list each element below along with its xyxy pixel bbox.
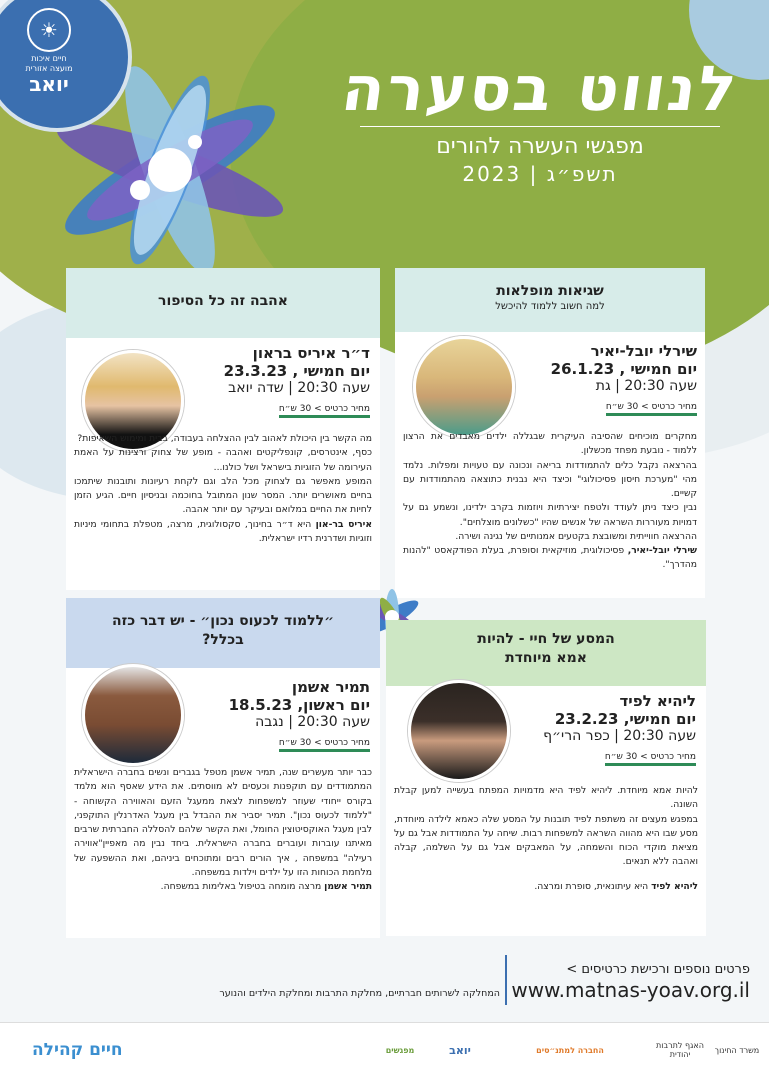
event-place: שעה 20:30 | נגבה — [255, 714, 370, 730]
event-card-3 — [386, 620, 706, 936]
speaker-photo — [413, 336, 515, 438]
speaker-name: תמיר אשמן — [291, 678, 370, 696]
mifgashim-logo[interactable] — [370, 1030, 430, 1070]
event-place: שעה 20:30 | גת — [595, 378, 697, 394]
sun-field-icon: ☀ — [27, 8, 71, 52]
event-title: שגיאות מופלאות — [496, 283, 604, 299]
speaker-bio — [403, 544, 697, 573]
event-card-1 — [395, 268, 705, 598]
event-date: יום חמישי , 23.3.23 — [223, 362, 370, 380]
event-date: יום חמישי, 23.2.23 — [554, 710, 696, 728]
speaker-bio — [394, 880, 698, 894]
event-info — [506, 692, 696, 766]
speaker-bio — [74, 880, 372, 894]
ministry-education-logo[interactable] — [712, 1030, 762, 1070]
speaker-name: ליהיא לפיד — [619, 692, 696, 710]
ticket-price: מחיר כרטיס > 30 ש״ח — [605, 752, 696, 766]
website-link[interactable]: www.matnas-yoav.org.il — [511, 978, 750, 1002]
paragraph: כבר יותר מעשרים שנה, תמיר אשמן מטפל בגברים ונשים בחברה הישראלית המתמודדים עם תוקפנות וכעסים לא מווסתים. את הידע שאסף הוא מלמד בקורס ייחודי שעוזר למשפחות לצאת ממעגל הזעם והאווירה הקשוחה - "ללמוד לכעוס נכון". תמיר יסביר את ההבדל בין מעגל האדרנלין התוקפני, לבין מעגל האוקסיטוצין החומל, ואת הקשר שלהם להסללה החברתית שרבים מאיתנו עוברות ועוברים בחברה הישראלית. ביחד נבין מה מאפיין"אווירה רעילה" במשפחה , איך הורים רבים ומתוכחים ביניהם, ואת ההשפעה של מלחמת הכוחות הזו על ילדים וילדות במשפחה. — [74, 767, 372, 878]
event-info — [180, 344, 370, 418]
paragraph: להיות אמא מיוחדת. ליהיא לפיד היא מדמויות המפתח בעשייה למען קבלת השונה. — [394, 785, 698, 811]
event-description — [394, 784, 698, 894]
event-card-4 — [66, 598, 380, 938]
footer-credits: המחלקה לשרותים חברתיים, מחלקת התרבות ומחלקת הילדים והנוער — [219, 988, 500, 999]
event-description — [403, 430, 697, 573]
bio-name: שירלי יובל-יאיר, — [627, 545, 698, 556]
event-title: אהבה זה כל הסיפור — [158, 293, 288, 309]
logo-label: החברה למתנ״סים — [536, 1045, 604, 1055]
event-title: המסע של חיי - להיות אמא מיוחדת — [477, 631, 615, 666]
logo-label: מפגשים — [385, 1045, 415, 1055]
event-description — [74, 766, 372, 894]
event-date: יום ראשון, 18.5.23 — [228, 696, 370, 714]
logo-label: משרד החינוך — [714, 1045, 760, 1055]
haim-kehila-logo[interactable]: חיים קהילה — [32, 1040, 123, 1060]
logo-name: יואב — [29, 72, 69, 97]
bio-text: מרצה מומחה בטיפול באלימות במשפחה. — [160, 881, 322, 892]
event-date: יום חמישי , 26.1.23 — [550, 360, 697, 378]
paragraph: המופע מאפשר גם לצחוק מכל הלב וגם לקחת רעיונות ותובנות שיתמכו בחיים מאושרים יותר. המסר שנון המתובל בחוכמה ובניסיון חיים. הגיע הזמן לחיות את החיים במלואם ובעיקר עם יותר אהבה. — [74, 475, 372, 516]
ticket-price: מחיר כרטיס > 30 ש״ח — [279, 738, 370, 752]
event-info — [517, 342, 697, 416]
header — [330, 52, 750, 186]
paragraph: מחקרים מוכיחים שהסיבה העיקרית שבגללה ילדים מאבדים את הרצון ללמוד - נובעת מפחד מכשלון. — [403, 431, 697, 457]
bio-text: היא עיתונאית, סופרת ומרצה. — [534, 880, 649, 892]
ticket-price: מחיר כרטיס > 30 ש״ח — [279, 404, 370, 418]
paragraph: מה הקשר בין היכולת לאהוב לבין ההצלחה בעבודה, בבית ומימוש השאיפות? — [77, 433, 372, 444]
event-card-header — [386, 620, 706, 686]
paragraph: נבין כיצד ניתן לעודד ולטפח יצירתיות ויוזמות בקרב ילדינו, ונשמע גם על דמויות מעוררות השראה של אנשים שהיו "כשלונים מוצלחים". — [403, 502, 697, 528]
more-info-label: פרטים נוספים ורכישת כרטיסים > — [566, 962, 750, 977]
bio-text: פסיכולוגית, מוזיקאית וסופרת, בעלת הפודקאסט "להנות מהדרך". — [403, 545, 697, 571]
speaker-photo — [408, 680, 510, 782]
title-divider — [360, 126, 720, 127]
event-description — [74, 432, 372, 546]
yoav-logo[interactable] — [430, 1030, 490, 1070]
bio-name: תמיר אשמן — [324, 881, 372, 892]
logo-label: האגף לתרבות יהודית — [656, 1041, 704, 1059]
speaker-name: שירלי יובל-יאיר — [590, 342, 697, 360]
event-card-2 — [66, 268, 380, 590]
page-year: תשפ״ג | 2023 — [462, 161, 618, 186]
event-title: ״ללמוד לכעוס נכון״ - יש דבר כזה בכלל? — [111, 613, 335, 648]
paragraph: במפגש מעצים זה משתפת לפיד תובנות על המסע שלה כאמא לילדה מיוחדת, מסע שבו היא מהווה השראה למשפחות רבות. שיחה על התמודדות אבל גם על מציאת מוקדי הכוח והשמחה, על המאבקים אבל גם על השלמה, קבלה ואהבה ללא תנאים. — [394, 813, 698, 868]
jewish-culture-logo[interactable] — [650, 1030, 710, 1070]
page-subtitle: מפגשי העשרה להורים — [436, 134, 644, 159]
page-title: לנווט בסערה — [337, 52, 743, 125]
speaker-name: ד״ר איריס בראון — [252, 344, 370, 362]
bio-text: היא ד״ר בחינוך, סקסולוגית, מרצה, מטפלת בתחומי מיניות וזוגיות ושדרנית רדיו ישראלית. — [74, 518, 372, 544]
event-info — [180, 678, 370, 752]
bio-name: איריס בר-און — [315, 518, 373, 530]
logo-label: יואב — [449, 1043, 471, 1057]
bio-name: ליהיא לפיד — [651, 880, 698, 892]
event-place: שעה 20:30 | שדה יואב — [228, 380, 370, 396]
event-card-header — [66, 598, 380, 668]
logo-council-label: מועצה אזורית — [25, 63, 73, 73]
event-place: שעה 20:30 | כפר הרי״ף — [543, 728, 696, 744]
paragraph: בהרצאה נקבל כלים להתמודדות בריאה ונכונה עם טעויות ומפלות. נלמד מהי "מערכת חיסון פסיכולוגי" וכיצד היא נבנית כתוצאה מהתמודדות עם קשיים. — [403, 459, 697, 499]
logo-tagline: חיים איכות — [31, 54, 67, 63]
speaker-bio — [74, 518, 372, 547]
event-subtitle: למה חשוב ללמוד להיכשל — [495, 300, 605, 312]
paragraph: כסף, אינטרסים, קונפליקטים ואהבה - מופע של צחוק ורצינות על האמת העירומה של הזוגיות בישראל ושל כולנו... — [74, 447, 372, 473]
event-card-header — [395, 268, 705, 332]
ticket-price: מחיר כרטיס > 30 ש״ח — [606, 402, 697, 416]
paragraph: ההרצאה חווייתית ומשובצת בקטעים אמנותיים של נגינה ושירה. — [455, 530, 697, 542]
event-card-header — [66, 268, 380, 338]
speaker-photo — [82, 664, 184, 766]
matnasim-company-logo[interactable] — [500, 1030, 640, 1070]
